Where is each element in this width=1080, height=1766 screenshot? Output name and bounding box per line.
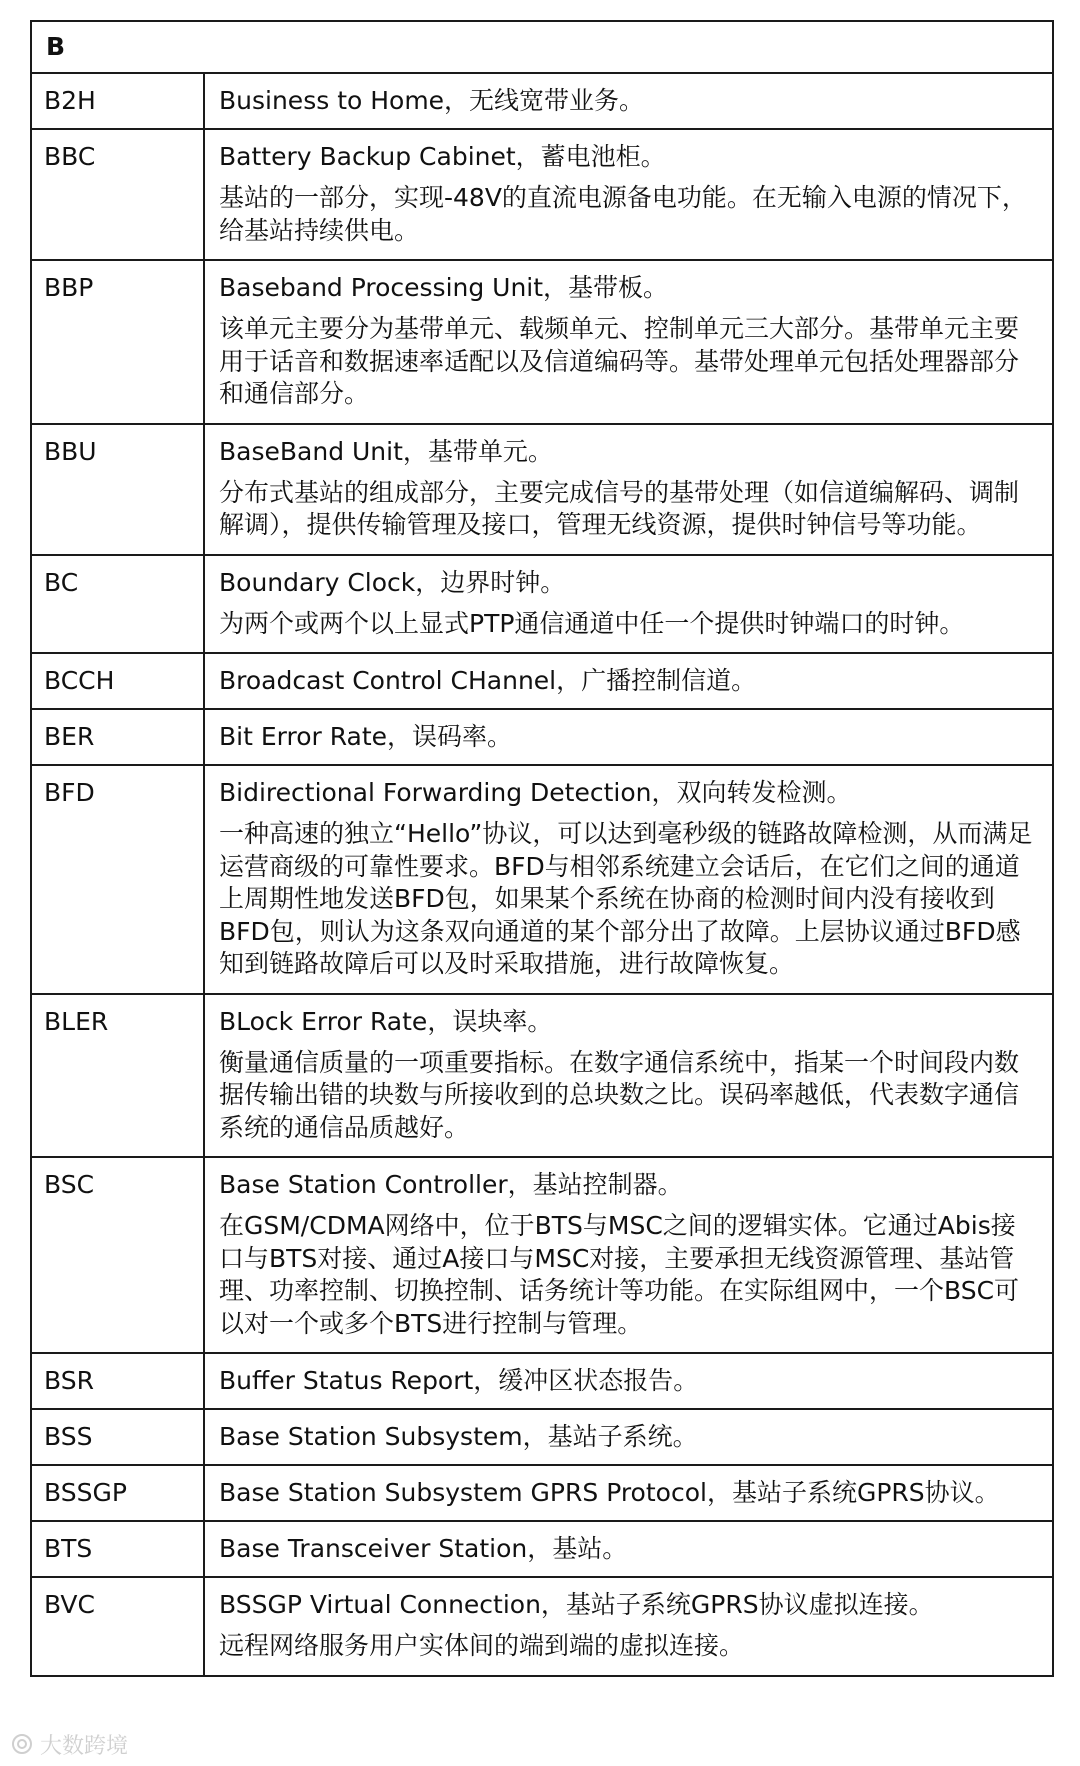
definition-expansion: Baseband Processing Unit，基带板。 [219,273,669,302]
definition-description: 该单元主要分为基带单元、载频单元、控制单元三大部分。基带单元主要用于话音和数据速率适配以及信道编码等。基带处理单元包括处理器部分和通信部分。 [219,314,1020,408]
definition-description: 基站的一部分，实现-48V的直流电源备电功能。在无输入电源的情况下，给基站持续供电。 [219,183,1027,245]
definition-expansion: Base Station Subsystem GPRS Protocol，基站子系统GPRS协议。 [219,1478,1000,1507]
term-abbreviation: BCCH [31,653,204,709]
definition-expansion: BSSGP Virtual Connection，基站子系统GPRS协议虚拟连接。 [219,1590,934,1619]
term-abbreviation: BSS [31,1409,204,1465]
term-abbreviation: BVC [31,1577,204,1676]
term-definition [204,765,1053,994]
term-definition [204,424,1053,555]
term-definition [204,73,1053,129]
definition-expansion: Bidirectional Forwarding Detection，双向转发检测。 [219,778,852,807]
term-abbreviation: BSR [31,1353,204,1409]
section-letter: B [31,21,1053,73]
definition-expansion: BLock Error Rate，误块率。 [219,1006,553,1036]
glossary-row [31,555,1053,654]
glossary-row [31,1353,1053,1409]
definition-description: 一种高速的独立“Hello”协议，可以达到毫秒级的链路故障检测，从而满足运营商级的可靠性要求。BFD与相邻系统建立会话后，在它们之间的通道上周期性地发送BFD包，如果某个系统在协商的检测时间内没有接收到BFD包，则认为这条双向通道的某个部分出了故障。上层协议通过BFD感知到链路故障后可以及时采取措施，进行故障恢复。 [219,819,1033,978]
definition-expansion: Bit Error Rate，误码率。 [219,722,513,751]
term-abbreviation: BBU [31,424,204,555]
term-abbreviation: B2H [31,73,204,129]
glossary-row [31,260,1053,424]
definition-description: 为两个或两个以上显式PTP通信通道中任一个提供时钟端口的时钟。 [219,608,965,638]
term-abbreviation: BSSGP [31,1465,204,1521]
glossary-row [31,1577,1053,1676]
definition-expansion: BaseBand Unit，基带单元。 [219,436,553,466]
definition-description: 在GSM/CDMA网络中，位于BTS与MSC之间的逻辑实体。它通过Abis接口与BTS对接、通过A接口与MSC对接，主要承担无线资源管理、基站管理、功率控制、切换控制、话务统计等功能。在实际组网中，一个BSC可以对一个或多个BTS进行控制与管理。 [219,1211,1020,1338]
definition-description: 分布式基站的组成部分，主要完成信号的基带处理（如信道编解码、调制解调），提供传输管理及接口，管理无线资源，提供时钟信号等功能。 [219,477,1020,539]
glossary-row [31,765,1053,994]
definition-expansion: Base Transceiver Station，基站。 [219,1534,628,1563]
watermark [10,1726,128,1762]
term-abbreviation: BC [31,555,204,654]
definition-expansion: Buffer Status Report，缓冲区状态报告。 [219,1366,699,1395]
glossary-row [31,709,1053,765]
term-definition [204,1157,1053,1353]
glossary-row [31,424,1053,555]
glossary-row [31,653,1053,709]
glossary-row [31,129,1053,260]
glossary-row [31,1409,1053,1465]
term-definition [204,129,1053,260]
term-definition [204,709,1053,765]
section-header-row [31,21,1053,73]
term-definition [204,1577,1053,1676]
term-definition [204,1353,1053,1409]
term-abbreviation: BSC [31,1157,204,1353]
term-definition [204,1409,1053,1465]
term-definition [204,555,1053,654]
definition-expansion: Boundary Clock，边界时钟。 [219,567,566,597]
definition-expansion: Battery Backup Cabinet，蓄电池柜。 [219,142,666,171]
term-abbreviation: BER [31,709,204,765]
logo-icon [10,1732,34,1756]
definition-expansion: Business to Home，无线宽带业务。 [219,86,645,115]
term-abbreviation: BBP [31,260,204,424]
definition-description: 远程网络服务用户实体间的端到端的虚拟连接。 [219,1631,745,1660]
definition-expansion: Broadcast Control CHannel，广播控制信道。 [219,666,757,695]
term-definition [204,994,1053,1158]
glossary-row [31,1157,1053,1353]
term-definition [204,1465,1053,1521]
term-definition [204,653,1053,709]
glossary-row [31,1521,1053,1577]
term-abbreviation: BBC [31,129,204,260]
glossary-table [30,20,1054,1677]
watermark-text: 大数跨境 [40,1733,129,1759]
definition-expansion: Base Station Controller，基站控制器。 [219,1170,683,1199]
term-definition [204,1521,1053,1577]
glossary-row [31,73,1053,129]
term-abbreviation: BTS [31,1521,204,1577]
glossary-row [31,994,1053,1158]
term-abbreviation: BFD [31,765,204,994]
definition-description: 衡量通信质量的一项重要指标。在数字通信系统中，指某一个时间段内数据传输出错的块数与所接收到的总块数之比。误码率越低，代表数字通信系统的通信品质越好。 [219,1047,1020,1142]
glossary-row [31,1465,1053,1521]
definition-expansion: Base Station Subsystem，基站子系统。 [219,1422,698,1451]
term-definition [204,260,1053,424]
term-abbreviation: BLER [31,994,204,1158]
